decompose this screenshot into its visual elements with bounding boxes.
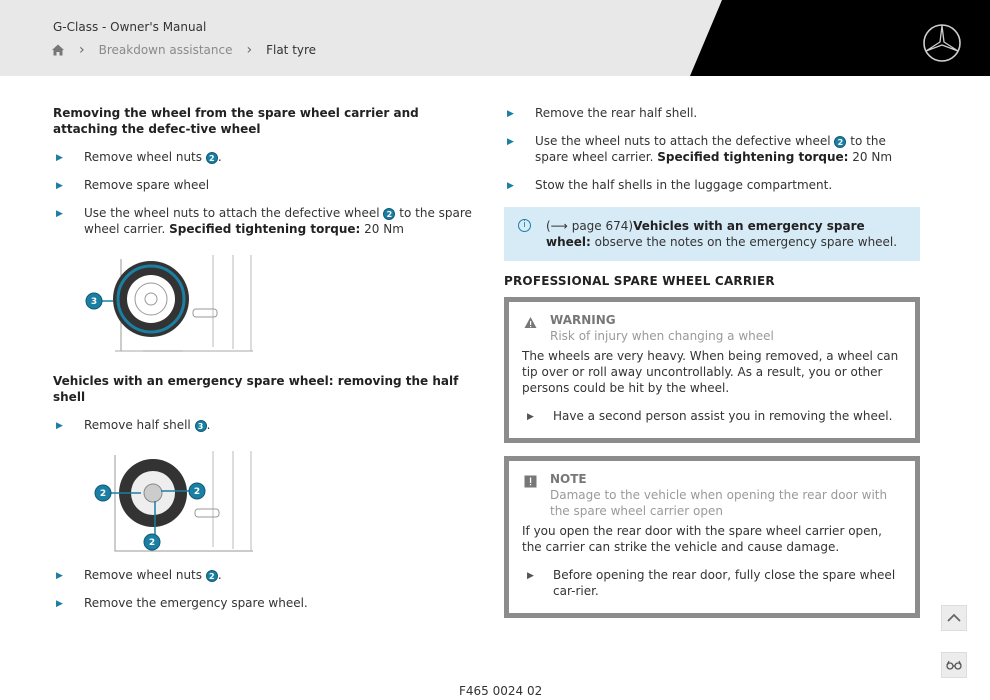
home-icon[interactable]: [51, 43, 65, 57]
step-arrow-icon: ▶: [56, 599, 63, 609]
info-note: i (⟶ page 674)Vehicles with an emergency spare wheel: observe the notes on the emergency spare wheel.: [504, 207, 920, 261]
step-arrow-icon: ▶: [56, 421, 63, 431]
step-arrow-icon: ▶: [56, 181, 63, 191]
svg-text:2: 2: [148, 538, 156, 548]
reading-mode-button[interactable]: [941, 652, 967, 678]
step-remove-spare-wheel: ▶ Remove spare wheel: [56, 178, 210, 192]
note-title: NOTE: [550, 472, 587, 486]
svg-text:2: 2: [193, 487, 201, 497]
heading-remove-half-shell: Vehicles with an emergency spare wheel: removing the half shell: [53, 374, 459, 404]
figure-code: F465 0024 02: [459, 684, 543, 698]
step-arrow-icon: ▶: [507, 109, 514, 119]
step-arrow-icon: ▶: [507, 181, 514, 191]
step-stow-half-shells: ▶ Stow the half shells in the luggage compartment.: [507, 178, 833, 192]
spare-wheel-illustration: [83, 251, 263, 363]
note-subtitle: Damage to the vehicle when opening the rear door with the spare wheel carrier open: [550, 488, 888, 518]
right-column: [504, 105, 920, 618]
glasses-icon: [946, 660, 962, 670]
callout-2: [189, 483, 205, 499]
breadcrumb-item-breakdown-assistance[interactable]: Breakdown assistance: [98, 43, 233, 57]
breadcrumb: [51, 42, 316, 58]
info-icon: i: [518, 219, 531, 232]
warning-triangle-icon: [524, 316, 537, 329]
left-column: [53, 105, 473, 611]
step-arrow-icon: ▶: [56, 571, 63, 581]
callout-3: [86, 293, 102, 309]
chevron-right-icon: ›: [246, 42, 253, 58]
warning-step: ▶ Have a second person assist you in removing the wheel.: [527, 409, 893, 423]
callout-2: [95, 485, 111, 501]
chevron-up-icon: [947, 613, 961, 623]
step-remove-emergency-wheel: ▶ Remove the emergency spare wheel.: [56, 596, 308, 610]
breadcrumb-item-flat-tyre: Flat tyre: [266, 43, 317, 57]
step-remove-half-shell: ▶ Remove half shell 3 .: [56, 418, 211, 432]
callout-number: 2: [383, 208, 395, 220]
chevron-right-icon: ›: [79, 42, 85, 58]
step-arrow-icon: ▶: [527, 412, 534, 422]
section-title-professional-carrier: PROFESSIONAL SPARE WHEEL CARRIER: [504, 274, 775, 288]
note-exclamation-icon: [524, 475, 537, 488]
figure-spare-wheel-carrier: [83, 251, 263, 363]
warning-box: [504, 297, 920, 443]
step-remove-wheel-nuts-2: ▶ Remove wheel nuts 2 .: [56, 568, 222, 582]
svg-text:3: 3: [90, 297, 98, 307]
note-step: ▶ Before opening the rear door, fully close the spare wheel car-rier.: [527, 568, 896, 598]
callout-number: 2: [206, 570, 218, 582]
step-attach-defective-wheel-right: ▶ Use the wheel nuts to attach the defective wheel 2 to the spare wheel carrier. Specified tightening torque: 20 Nm: [507, 134, 893, 164]
emergency-wheel-illustration: [83, 447, 263, 559]
doc-title: G-Class - Owner's Manual: [53, 20, 207, 34]
callout-number: 2: [206, 152, 218, 164]
heading-remove-wheel: Removing the wheel from the spare wheel carrier and attaching the defec-tive wheel: [53, 106, 419, 136]
page-link[interactable]: (⟶ page 674): [546, 219, 634, 233]
mercedes-star-logo: [922, 23, 962, 63]
step-arrow-icon: ▶: [56, 153, 63, 163]
step-arrow-icon: ▶: [527, 571, 534, 581]
callout-number: 3: [195, 420, 207, 432]
svg-text:2: 2: [99, 489, 107, 499]
step-remove-rear-half-shell: ▶ Remove the rear half shell.: [507, 106, 698, 120]
figure-emergency-spare-wheel: [83, 447, 263, 559]
callout-number: 2: [834, 136, 846, 148]
warning-title: WARNING: [550, 313, 616, 327]
scroll-to-top-button[interactable]: [941, 605, 967, 631]
note-box: [504, 456, 920, 618]
note-text: If you open the rear door with the spare wheel carrier open, the carrier can strike the vehicle and cause damage.: [522, 524, 882, 554]
warning-subtitle: Risk of injury when changing a wheel: [550, 329, 774, 343]
callout-2: [144, 534, 160, 550]
step-remove-wheel-nuts: ▶ Remove wheel nuts 2 .: [56, 150, 222, 164]
step-arrow-icon: ▶: [56, 209, 63, 219]
warning-text: The wheels are very heavy. When being removed, a wheel can tip over or roll away uncontrollably. As a result, you or other persons could be hit by the wheel.: [522, 349, 899, 395]
step-attach-defective-wheel: ▶ Use the wheel nuts to attach the defective wheel 2 to the spare wheel carrier. Specified tightening torque: 20 Nm: [56, 206, 472, 236]
step-arrow-icon: ▶: [507, 137, 514, 147]
